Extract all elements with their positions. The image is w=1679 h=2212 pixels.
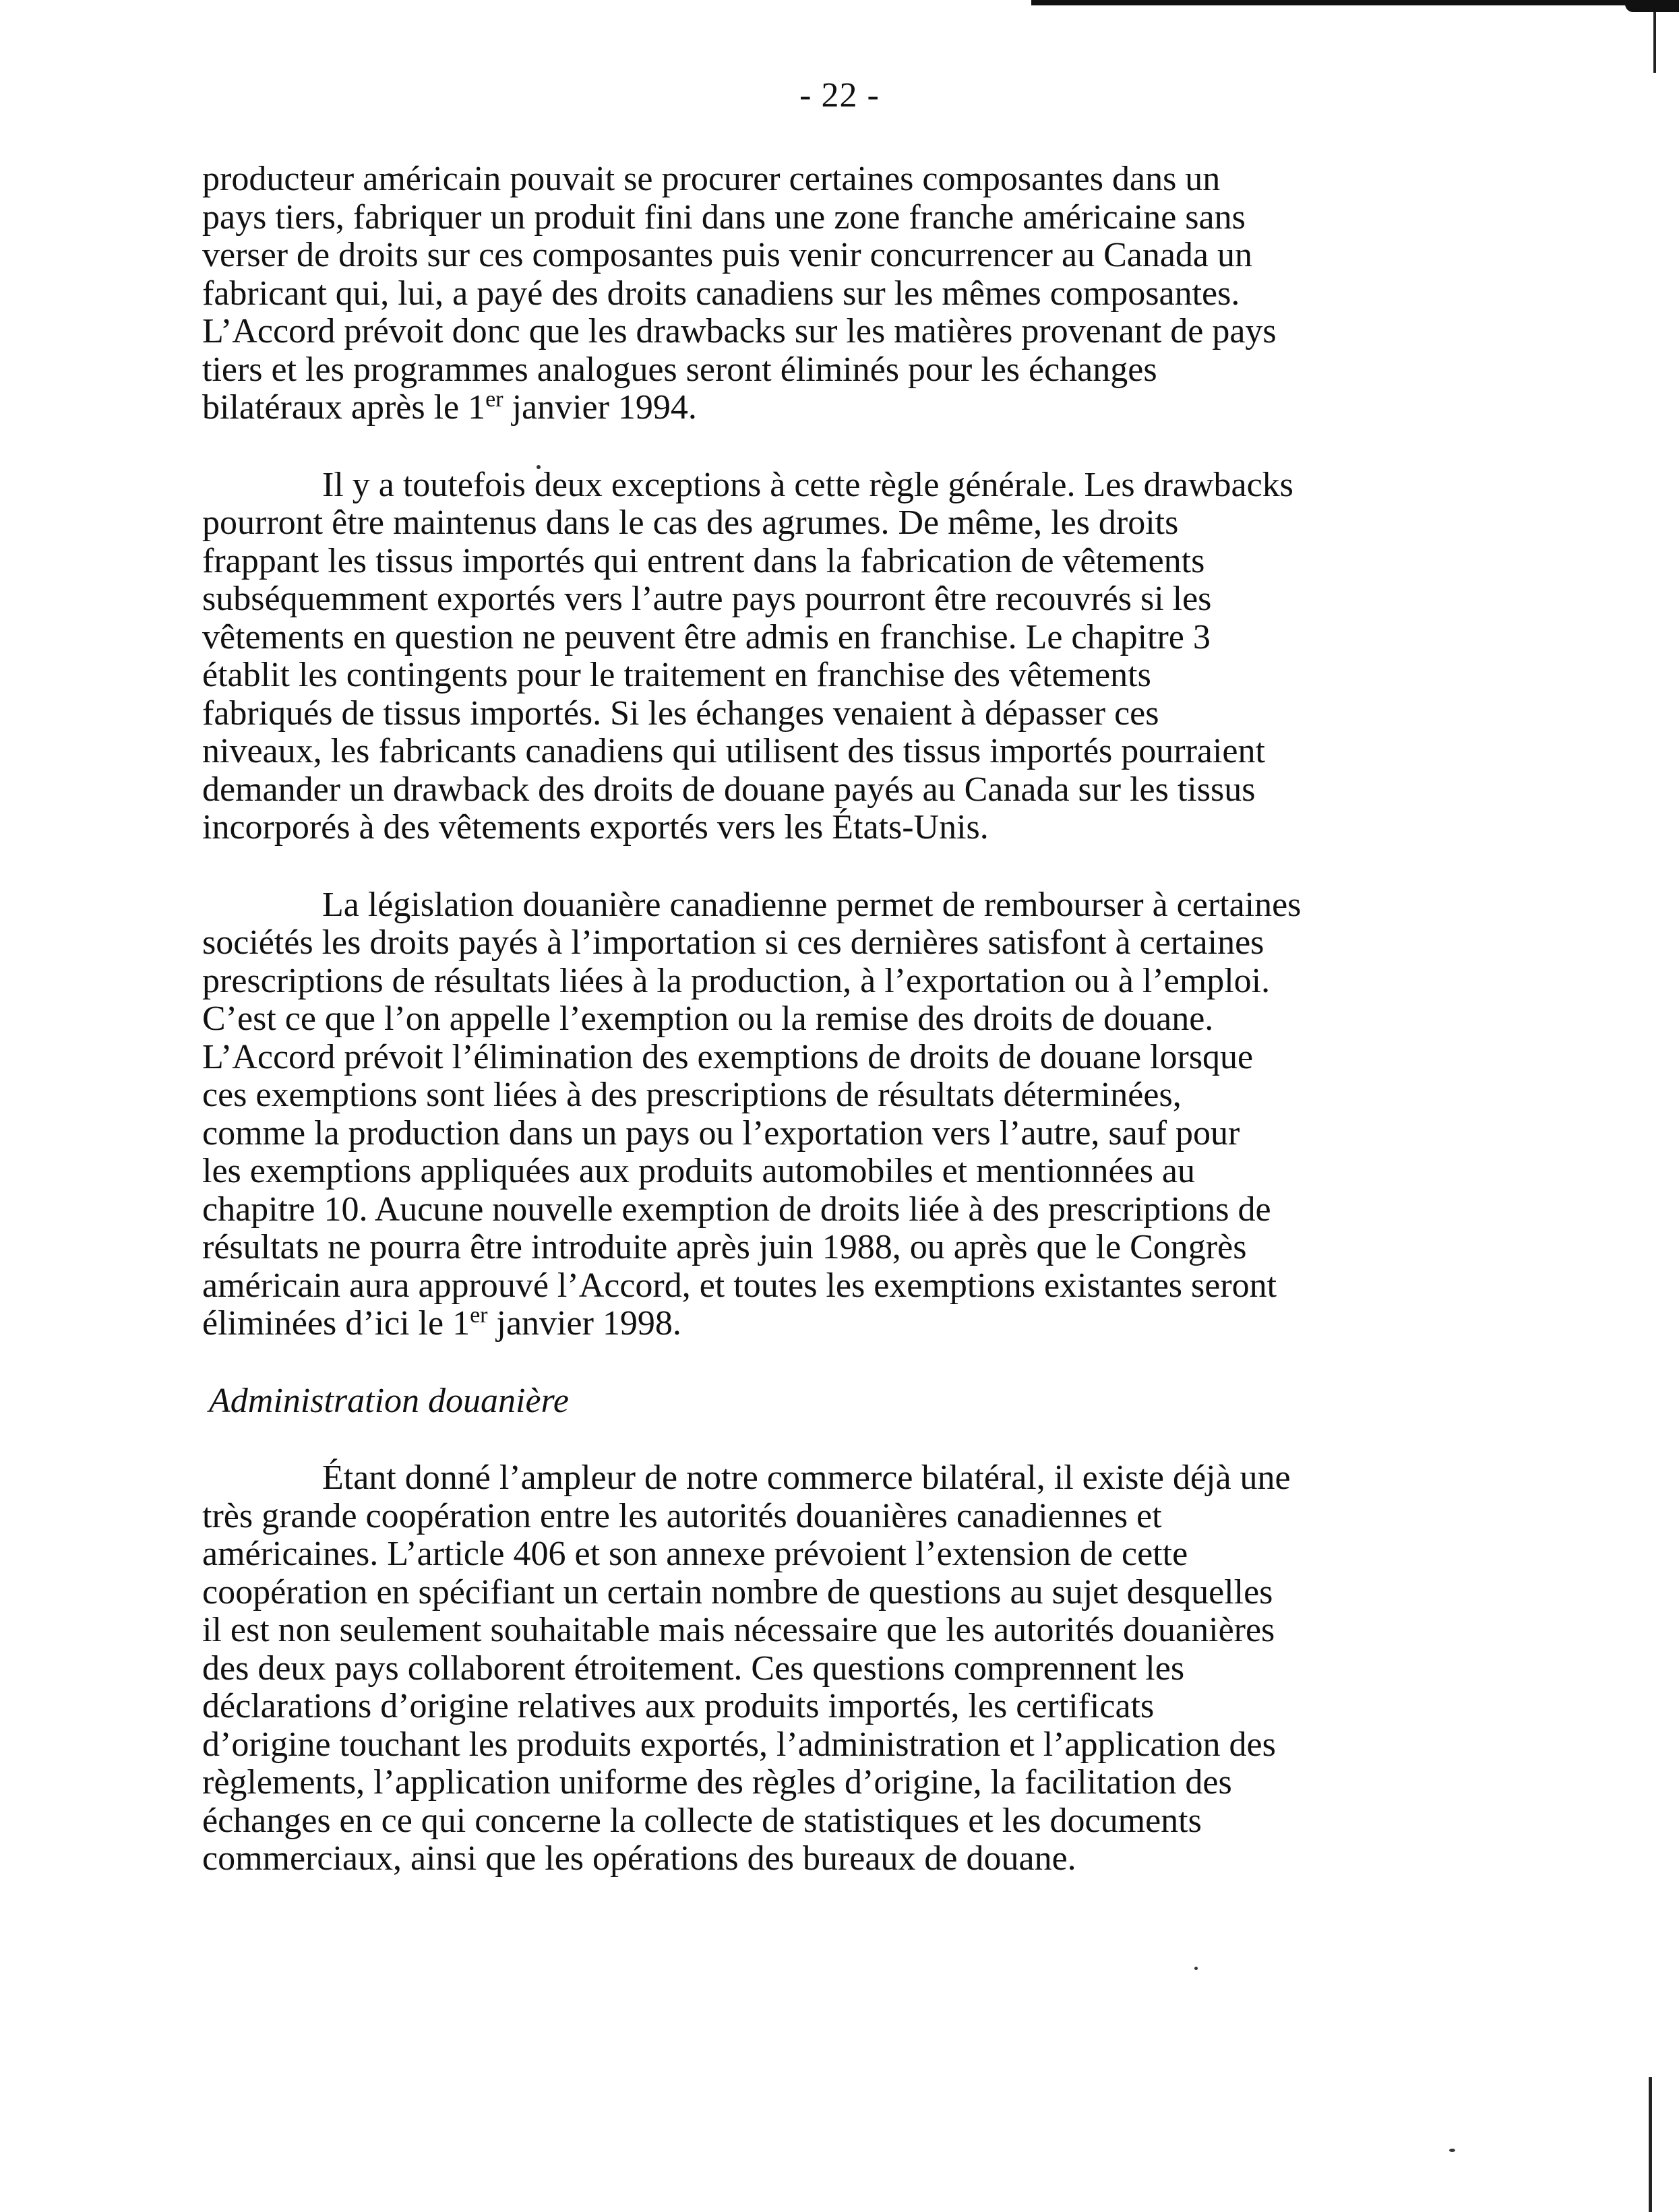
paragraph-3: [202, 886, 1469, 1343]
ordinal-superscript: er: [470, 1303, 488, 1328]
text-line: déclarations d’origine relatives aux produits importés, les certificats: [202, 1687, 1155, 1725]
text-line: les exemptions appliquées aux produits automobiles et mentionnées au: [202, 1152, 1196, 1190]
text-line: résultats ne pourra être introduite après juin 1988, ou après que le Congrès: [202, 1228, 1247, 1266]
text-line: frappant les tissus importés qui entrent dans la fabrication de vêtements: [202, 541, 1205, 580]
text-line: règlements, l’application uniforme des règles d’origine, la facilitation des: [202, 1763, 1232, 1802]
text-line: vêtements en question ne peuvent être admis en franchise. Le chapitre 3: [202, 617, 1211, 656]
text-line: éliminées d’ici le 1er janvier 1998.: [202, 1303, 681, 1343]
text-line: américaines. L’article 406 et son annexe prévoient l’extension de cette: [202, 1535, 1188, 1573]
scan-edge-right-upper: [1653, 12, 1656, 73]
paragraph-2: [202, 466, 1469, 847]
text-line: niveaux, les fabricants canadiens qui utilisent des tissus importés pourraient: [202, 732, 1265, 770]
text-line: bilatéraux après le 1er janvier 1994.: [202, 387, 697, 427]
text-line: des deux pays collaborent étroitement. Ces questions comprennent les: [202, 1649, 1185, 1688]
text-line: pays tiers, fabriquer un produit fini dans une zone franche américaine sans: [202, 197, 1246, 237]
paragraph-1: [202, 160, 1469, 427]
text-line: incorporés à des vêtements exportés vers les États-Unis.: [202, 808, 989, 847]
text-line: tiers et les programmes analogues seront éliminés pour les échanges: [202, 350, 1157, 389]
text-line: commerciaux, ainsi que les opérations des bureaux de douane.: [202, 1839, 1076, 1878]
text-line: ces exemptions sont liées à des prescriptions de résultats déterminées,: [202, 1076, 1182, 1114]
page-number: - 22 -: [799, 76, 880, 115]
text-line: fabricant qui, lui, a payé des droits canadiens sur les mêmes composantes.: [202, 274, 1240, 313]
body-text: [202, 160, 1469, 1917]
text-line: verser de droits sur ces composantes puis venir concurrencer au Canada un: [202, 236, 1252, 274]
scan-corner-mark: [1625, 0, 1679, 12]
text-line: pourront être maintenus dans le cas des agrumes. De même, les droits: [202, 503, 1179, 542]
text-line: américain aura approuvé l’Accord, et toutes les exemptions existantes seront: [202, 1266, 1277, 1305]
text-line: coopération en spécifiant un certain nombre de questions au sujet desquelles: [202, 1572, 1273, 1611]
text-line: il est non seulement souhaitable mais nécessaire que les autorités douanières: [202, 1611, 1275, 1649]
scan-edge-top: [1031, 0, 1679, 5]
text-line: C’est ce que l’on appelle l’exemption ou la remise des droits de douane.: [202, 1000, 1214, 1038]
scan-speck: [1449, 2149, 1455, 2152]
text-line: prescriptions de résultats liées à la production, à l’exportation ou à l’emploi.: [202, 961, 1271, 1000]
text-line: Étant donné l’ampleur de notre commerce bilatéral, il existe déjà une: [322, 1458, 1291, 1497]
text-line: L’Accord prévoit donc que les drawbacks sur les matières provenant de pays: [202, 312, 1277, 350]
section-heading: Administration douanière: [209, 1381, 569, 1420]
text-line: d’origine touchant les produits exportés, l’administration et l’application des: [202, 1725, 1276, 1764]
scan-edge-right-lower: [1649, 2077, 1652, 2212]
text-line: demander un drawback des droits de douane payés au Canada sur les tissus: [202, 770, 1256, 809]
text-line: Il y a toutefois deux exceptions à cette règle générale. Les drawbacks: [322, 465, 1293, 504]
ordinal-superscript: er: [485, 387, 503, 412]
text-line: échanges en ce qui concerne la collecte de statistiques et les documents: [202, 1801, 1202, 1840]
text-line: subséquemment exportés vers l’autre pays pourront être recouvrés si les: [202, 580, 1212, 618]
paragraph-4: [202, 1459, 1469, 1878]
text-line: La législation douanière canadienne permet de rembourser à certaines: [322, 885, 1302, 924]
text-line: fabriqués de tissus importés. Si les échanges venaient à dépasser ces: [202, 694, 1159, 733]
text-line: L’Accord prévoit l’élimination des exemptions de droits de douane lorsque: [202, 1037, 1254, 1076]
scan-speck: [1194, 1967, 1198, 1970]
text-line: sociétés les droits payés à l’importation si ces dernières satisfont à certaines: [202, 923, 1264, 962]
text-line: établit les contingents pour le traitement en franchise des vêtements: [202, 656, 1151, 694]
text-line: comme la production dans un pays ou l’exportation vers l’autre, sauf pour: [202, 1113, 1240, 1153]
text-line: producteur américain pouvait se procurer certaines composantes dans un: [202, 160, 1221, 198]
text-line: très grande coopération entre les autorités douanières canadiennes et: [202, 1496, 1162, 1535]
text-line: chapitre 10. Aucune nouvelle exemption de droits liée à des prescriptions de: [202, 1190, 1271, 1229]
